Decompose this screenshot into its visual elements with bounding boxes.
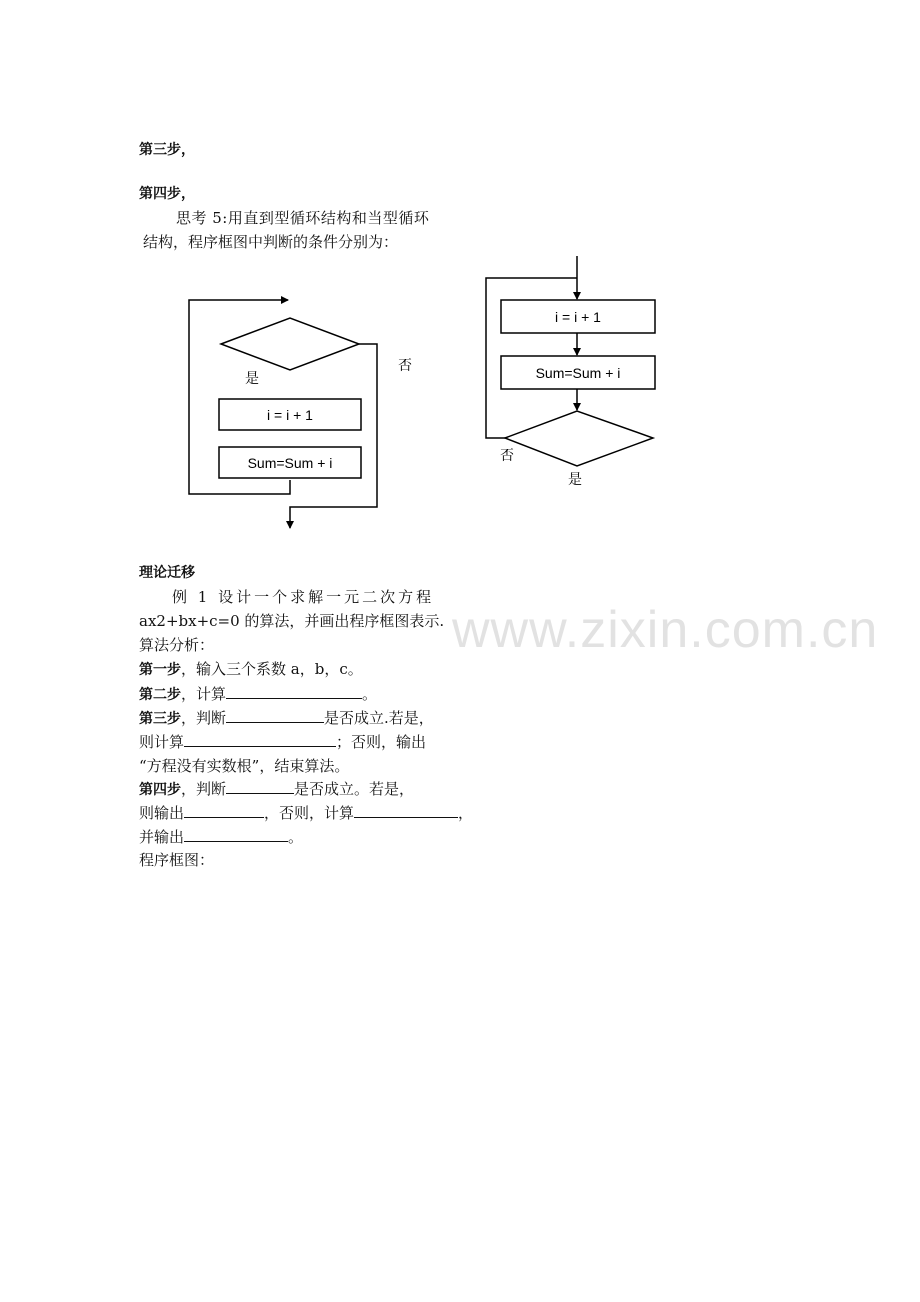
right-yes-label: 是	[568, 472, 582, 488]
step3-blank-2[interactable]	[184, 732, 336, 747]
step1-text: ，输入三个系数 a，b，c。	[181, 660, 363, 678]
step3-line2	[139, 732, 426, 752]
left-box-increment-text: i = i + 1	[267, 407, 313, 423]
step1-line	[139, 659, 363, 680]
right-box-increment-text: i = i + 1	[555, 309, 601, 325]
step2-head: 第二步	[139, 687, 181, 703]
step4-line2-mid: ，否则，计算	[264, 804, 355, 822]
flowchart-label: 程序框图：	[139, 851, 215, 869]
think5-line1: 思考 5:用直到型循环结构和当型循环	[176, 209, 430, 227]
step4-post: 是否成立。若是，	[294, 780, 415, 798]
left-no-label: 否	[398, 358, 412, 374]
left-no-branch	[290, 344, 377, 528]
step4-line2-pre: 则输出	[139, 804, 185, 822]
step3-head: 第三步	[139, 711, 181, 727]
section-title: 理论迁移	[139, 565, 195, 581]
step4-heading: 第四步，	[139, 186, 195, 202]
step4-blank-2[interactable]	[184, 803, 264, 818]
step4-blank-3[interactable]	[354, 803, 458, 818]
step4-pre: ，判断	[181, 780, 227, 798]
step4-head: 第四步	[139, 782, 181, 798]
step4-line3	[139, 827, 303, 847]
step2-line	[139, 684, 377, 705]
left-yes-label: 是	[245, 371, 259, 387]
step2-blank[interactable]	[226, 684, 362, 699]
step1-head: 第一步	[139, 662, 181, 678]
step3-blank-1[interactable]	[226, 708, 324, 723]
left-decision-diamond	[221, 318, 359, 370]
step4-line3-post: 。	[288, 828, 304, 846]
step3-line2-pre: 则计算	[139, 733, 185, 751]
step3-line2-post: ；否则，输出	[336, 733, 427, 751]
analysis-label: 算法分析：	[139, 636, 215, 654]
step4-blank-1[interactable]	[226, 779, 294, 794]
right-decision-diamond	[505, 411, 653, 466]
right-flowchart	[486, 256, 655, 466]
step4-line2-post: ，	[458, 804, 474, 822]
step4-line3-pre: 并输出	[139, 828, 185, 846]
left-box-sum-text: Sum=Sum + i	[247, 455, 333, 471]
step4-blank-4[interactable]	[184, 827, 288, 842]
step3-pre: ，判断	[181, 709, 227, 727]
example-line2: ax2+bx+c=0 的算法，并画出程序框图表示.	[139, 612, 445, 630]
step3-line3: “方程没有实数根”，结束算法。	[139, 757, 350, 775]
right-no-label: 否	[500, 448, 514, 464]
step3-heading: 第三步，	[139, 142, 195, 158]
step3-post: 是否成立.若是，	[324, 709, 434, 727]
step2-pre: ，计算	[181, 685, 227, 703]
step3-line1	[139, 708, 434, 729]
step4-line2	[139, 803, 473, 823]
step2-post: 。	[362, 685, 378, 703]
step4-line1	[139, 779, 414, 800]
example-line1: 例 1 设计一个求解一元二次方程	[172, 588, 435, 606]
think5-line2: 结构，程序框图中判断的条件分别为：	[143, 233, 399, 251]
right-box-sum-text: Sum=Sum + i	[535, 365, 621, 381]
watermark: www.zixin.com.cn	[452, 601, 879, 659]
